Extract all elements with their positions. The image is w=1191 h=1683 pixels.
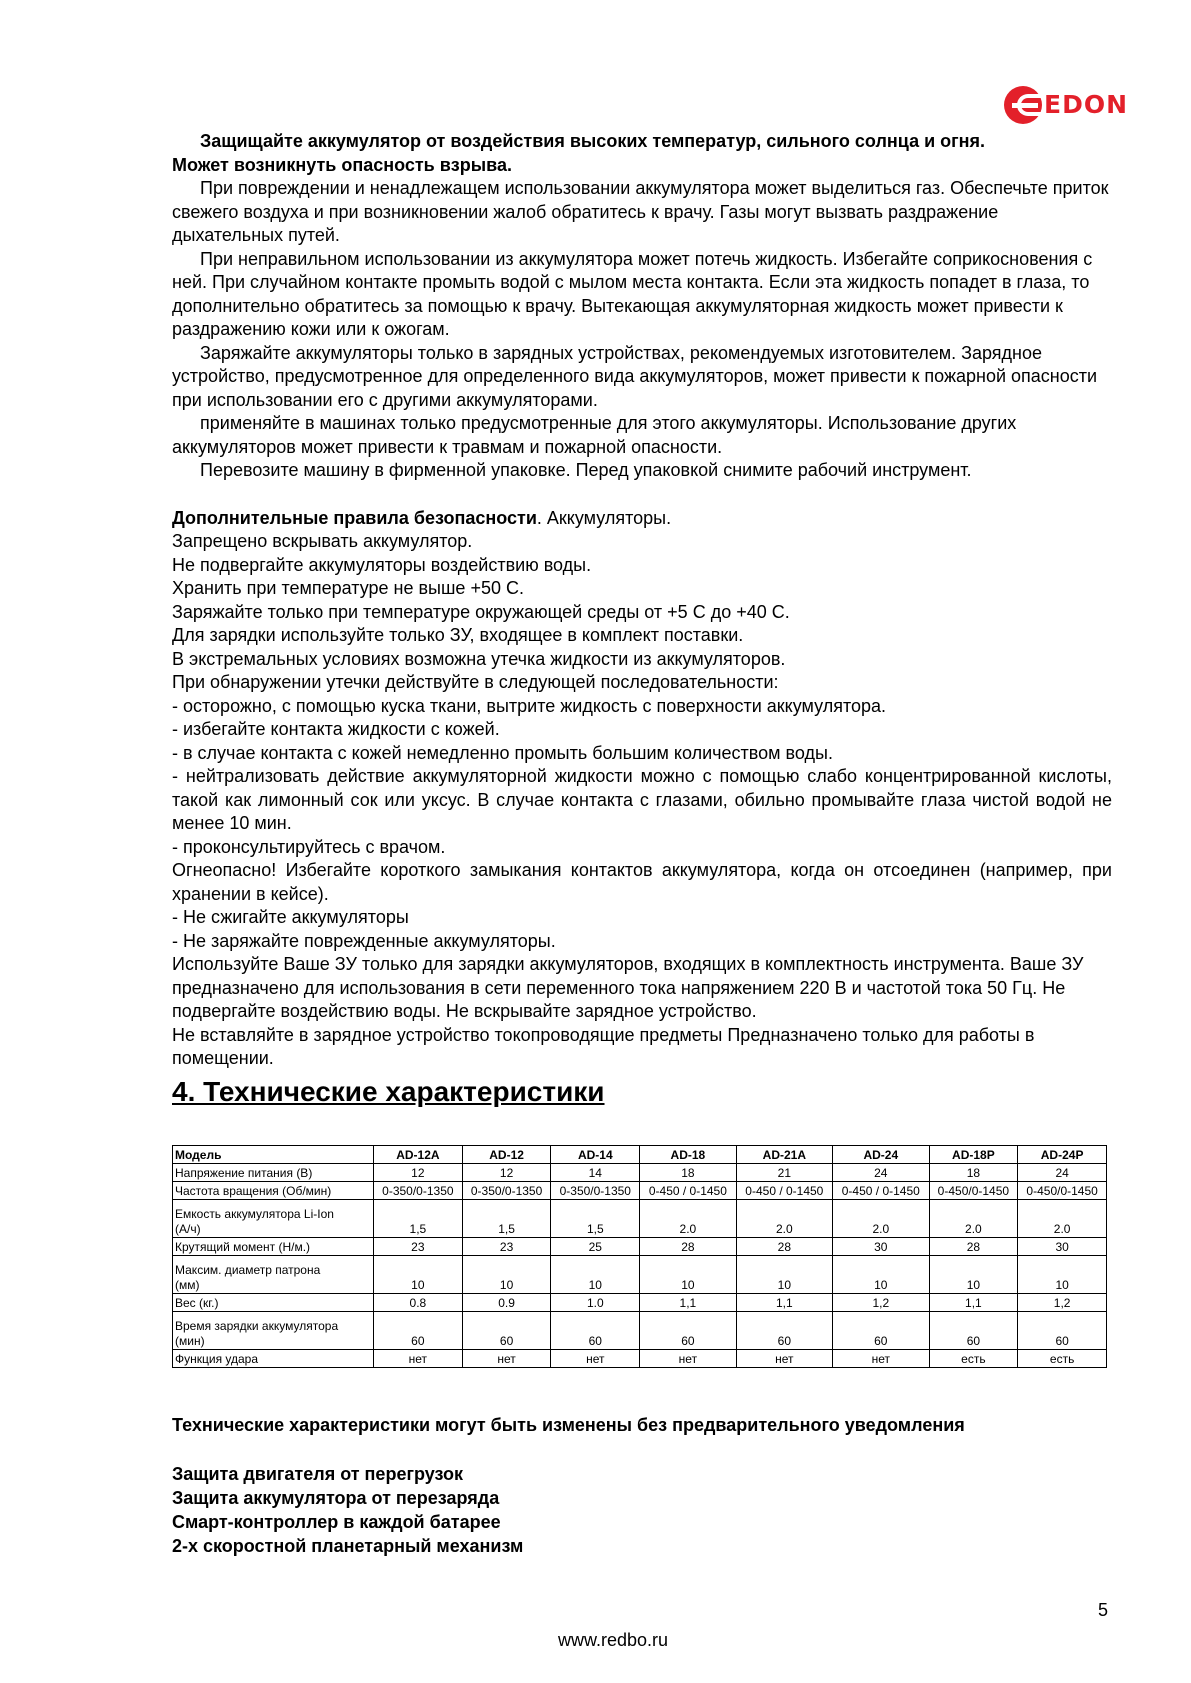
table-cell: 0.9 <box>462 1294 551 1312</box>
paragraph-usage: применяйте в машинах только предусмотренные для этого аккумуляторы. Использование других аккумуляторов может привести к травмам и пожарной опасности. <box>172 413 1017 457</box>
rule-item: - осторожно, с помощью куска ткани, вытрите жидкость с поверхности аккумулятора. <box>172 695 887 716</box>
table-cell: 28 <box>640 1238 736 1256</box>
table-cell: 0-350/0-1350 <box>374 1182 463 1200</box>
feature-item: 2-х скоростной планетарный механизм <box>172 1536 524 1556</box>
table-cell: 1,2 <box>1018 1294 1107 1312</box>
table-cell: 60 <box>551 1312 640 1350</box>
table-row <box>173 1200 1107 1238</box>
table-cell: 0-350/0-1350 <box>462 1182 551 1200</box>
rule-item: Не подвергайте аккумуляторы воздействию воды. <box>172 554 592 575</box>
row-label <box>173 1256 374 1294</box>
edon-logo <box>1004 84 1129 128</box>
rule-item: - нейтрализовать действие аккумуляторной жидкости можно с помощью слабо концентрированной кислоты, такой как лимонный сок или уксус. В случае контакта с глазами, обильно промывайте глаза чистой водой не менее 10 мин. <box>172 766 1112 833</box>
paragraph-charging: Заряжайте аккумуляторы только в зарядных устройствах, рекомендуемых изготовителем. Зарядное устройство, предусмотренное для определенного вида аккумуляторов, может привести к пожарной опасности при использовании его с другими аккумуляторами. <box>172 342 1098 410</box>
table-cell: 60 <box>833 1312 929 1350</box>
table-cell: 60 <box>929 1312 1018 1350</box>
row-label-line: Емкость аккумулятора Li-Ion <box>175 1207 334 1221</box>
table-cell: 10 <box>551 1256 640 1294</box>
rule-item: Для зарядки используйте только ЗУ, входящее в комплект поставки. <box>172 625 744 645</box>
row-label: Функция удара <box>173 1350 374 1368</box>
specs-change-notice: Технические характеристики могут быть изменены без предварительного уведомления <box>172 1415 965 1435</box>
table-row <box>173 1350 1107 1368</box>
table-header-cell: AD-24 <box>833 1146 929 1164</box>
paragraph-liquid: При неправильном использовании из аккумулятора может потечь жидкость. Избегайте соприкосновения с ней. При случайном контакте промыть водой с мылом места контакта. Если эта жидкость попадет в глаза, то дополнительно обратитесь за помощью к врачу. Вытекающая аккумуляторная жидкость может привести к раздражению кожи или к ожогам. <box>172 248 1093 339</box>
row-label <box>173 1200 374 1238</box>
table-header-row <box>173 1146 1107 1164</box>
table-cell: нет <box>736 1350 832 1368</box>
table-cell: 1,5 <box>462 1200 551 1238</box>
rule-item: - в случае контакта с кожей немедленно промыть большим количеством воды. <box>172 742 833 763</box>
section-title: 4. Технические характеристики <box>172 1076 605 1107</box>
table-cell: 10 <box>374 1256 463 1294</box>
table-cell: 2.0 <box>640 1200 736 1238</box>
table-cell: 60 <box>1018 1312 1107 1350</box>
feature-item: Защита аккумулятора от перезаряда <box>172 1488 500 1508</box>
table-header-cell: Модель <box>173 1146 374 1164</box>
table-cell: 1.0 <box>551 1294 640 1312</box>
table-cell: 1,1 <box>640 1294 736 1312</box>
table-cell: 1,2 <box>833 1294 929 1312</box>
rule-item: - Не заряжайте поврежденные аккумуляторы. <box>172 930 556 951</box>
table-cell: нет <box>374 1350 463 1368</box>
table-cell: 10 <box>833 1256 929 1294</box>
table-cell: 60 <box>640 1312 736 1350</box>
rule-item: Не вставляйте в зарядное устройство токопроводящие предметы Предназначено только для работы в помещении. <box>172 1024 1035 1068</box>
feature-item: Защита двигателя от перегрузок <box>172 1464 463 1484</box>
table-header-cell: AD-18 <box>640 1146 736 1164</box>
table-cell: 12 <box>462 1164 551 1182</box>
table-cell: 28 <box>736 1238 832 1256</box>
feature-item: Смарт-контроллер в каждой батарее <box>172 1512 501 1532</box>
table-cell: нет <box>833 1350 929 1368</box>
table-cell: 14 <box>551 1164 640 1182</box>
row-label: Напряжение питания (В) <box>173 1164 374 1182</box>
extra-rules-heading <box>172 507 1112 531</box>
table-cell: 1,5 <box>374 1200 463 1238</box>
rule-item: При обнаружении утечки действуйте в следующей последовательности: <box>172 672 779 692</box>
table-cell: 30 <box>833 1238 929 1256</box>
table-cell: 21 <box>736 1164 832 1182</box>
extra-rules-suffix: . Аккумуляторы. <box>536 507 672 528</box>
table-header-cell: AD-12 <box>462 1146 551 1164</box>
table-cell: 1,1 <box>736 1294 832 1312</box>
table-cell: 0-450 / 0-1450 <box>640 1182 736 1200</box>
table-cell: 18 <box>929 1164 1018 1182</box>
table-row <box>173 1182 1107 1200</box>
rule-item: - избегайте контакта жидкости с кожей. <box>172 719 500 739</box>
table-cell: 60 <box>462 1312 551 1350</box>
table-cell: есть <box>1018 1350 1107 1368</box>
table-cell: 0-450/0-1450 <box>1018 1182 1107 1200</box>
table-header-cell: AD-21A <box>736 1146 832 1164</box>
table-cell: нет <box>462 1350 551 1368</box>
table-cell: 10 <box>1018 1256 1107 1294</box>
table-cell: 10 <box>640 1256 736 1294</box>
table-cell: 10 <box>929 1256 1018 1294</box>
row-label-line: Максим. диаметр патрона <box>175 1263 321 1277</box>
table-cell: 10 <box>736 1256 832 1294</box>
rule-item: Хранить при температуре не выше +50 С. <box>172 578 524 598</box>
safety-text <box>172 130 1112 1071</box>
table-cell: 2.0 <box>1018 1200 1107 1238</box>
table-header-cell: AD-18P <box>929 1146 1018 1164</box>
rule-item: В экстремальных условиях возможна утечка жидкости из аккумуляторов. <box>172 648 786 669</box>
table-cell: 0-450/0-1450 <box>929 1182 1018 1200</box>
rule-item: - Не сжигайте аккумуляторы <box>172 907 409 927</box>
table-cell: 2.0 <box>736 1200 832 1238</box>
rule-item: Используйте Ваше ЗУ только для зарядки аккумуляторов, входящих в комплектность инструмента. Ваше ЗУ предназначено для использования в сети переменного тока напряжением 220 В и частотой тока 50 Гц. Не подвергайте воздействию воды. Не вскрывайте зарядное устройство. <box>172 954 1084 1021</box>
table-header-cell: AD-14 <box>551 1146 640 1164</box>
table-cell: 2.0 <box>833 1200 929 1238</box>
table-row <box>173 1238 1107 1256</box>
table-cell: нет <box>551 1350 640 1368</box>
row-label: Частота вращения (Об/мин) <box>173 1182 374 1200</box>
features-list <box>172 1462 523 1558</box>
specs-table <box>172 1145 1107 1368</box>
table-cell: 0-450 / 0-1450 <box>736 1182 832 1200</box>
rule-item: - проконсультируйтесь с врачом. <box>172 836 446 857</box>
row-label: Крутящий момент (Н/м.) <box>173 1238 374 1256</box>
table-cell: 18 <box>640 1164 736 1182</box>
table-cell: 23 <box>374 1238 463 1256</box>
row-label-line: (мм) <box>175 1278 200 1292</box>
table-row <box>173 1312 1107 1350</box>
warning-heading-line-1: Защищайте аккумулятор от воздействия высоких температур, сильного солнца и огня. <box>200 131 986 151</box>
table-cell: 1,5 <box>551 1200 640 1238</box>
table-cell: 24 <box>1018 1164 1107 1182</box>
table-cell: 0-350/0-1350 <box>551 1182 640 1200</box>
extra-rules-title: Дополнительные правила безопасности <box>172 507 537 528</box>
table-cell: 60 <box>736 1312 832 1350</box>
paragraph-transport: Перевозите машину в фирменной упаковке. Перед упаковкой снимите рабочий инструмент. <box>200 460 972 480</box>
table-row <box>173 1164 1107 1182</box>
table-header-cell: AD-12A <box>374 1146 463 1164</box>
footer-url: www.redbo.ru <box>558 1630 669 1650</box>
row-label-line: (мин) <box>175 1334 205 1348</box>
table-cell: 0-450 / 0-1450 <box>833 1182 929 1200</box>
rule-item: Заряжайте только при температуре окружающей среды от +5 С до +40 С. <box>172 601 790 622</box>
table-cell: 24 <box>833 1164 929 1182</box>
page-number: 5 <box>1098 1600 1109 1620</box>
warning-heading-line-2: Может возникнуть опасность взрыва. <box>172 154 512 175</box>
rule-item: Огнеопасно! Избегайте короткого замыкания контактов аккумулятора, когда он отсоединен (например, при хранении в кейсе). <box>172 860 1112 904</box>
row-label <box>173 1312 374 1350</box>
table-cell: нет <box>640 1350 736 1368</box>
table-cell: 23 <box>462 1238 551 1256</box>
table-row <box>173 1294 1107 1312</box>
table-cell: 2.0 <box>929 1200 1018 1238</box>
table-cell: 28 <box>929 1238 1018 1256</box>
edon-logo-mark-icon <box>1004 86 1042 124</box>
edon-logo-wordmark: EDON <box>1044 90 1129 119</box>
table-header-cell: AD-24P <box>1018 1146 1107 1164</box>
table-cell: 10 <box>462 1256 551 1294</box>
row-label-line: Время зарядки аккумулятора <box>175 1319 339 1333</box>
table-cell: 12 <box>374 1164 463 1182</box>
paragraph-gas: При повреждении и ненадлежащем использовании аккумулятора может выделиться газ. Обеспечьте приток свежего воздуха и при возникновении жалоб обратитесь к врачу. Газы могут вызвать раздражение дыхательных путей. <box>172 178 1109 245</box>
table-cell: 0.8 <box>374 1294 463 1312</box>
row-label: Вес (кг.) <box>173 1294 374 1312</box>
table-cell: 1,1 <box>929 1294 1018 1312</box>
table-cell: 30 <box>1018 1238 1107 1256</box>
table-cell: 25 <box>551 1238 640 1256</box>
table-row <box>173 1256 1107 1294</box>
rule-item: Запрещено вскрывать аккумулятор. <box>172 531 473 551</box>
row-label-line: (А/ч) <box>175 1222 201 1236</box>
table-cell: 60 <box>374 1312 463 1350</box>
table-cell: есть <box>929 1350 1018 1368</box>
